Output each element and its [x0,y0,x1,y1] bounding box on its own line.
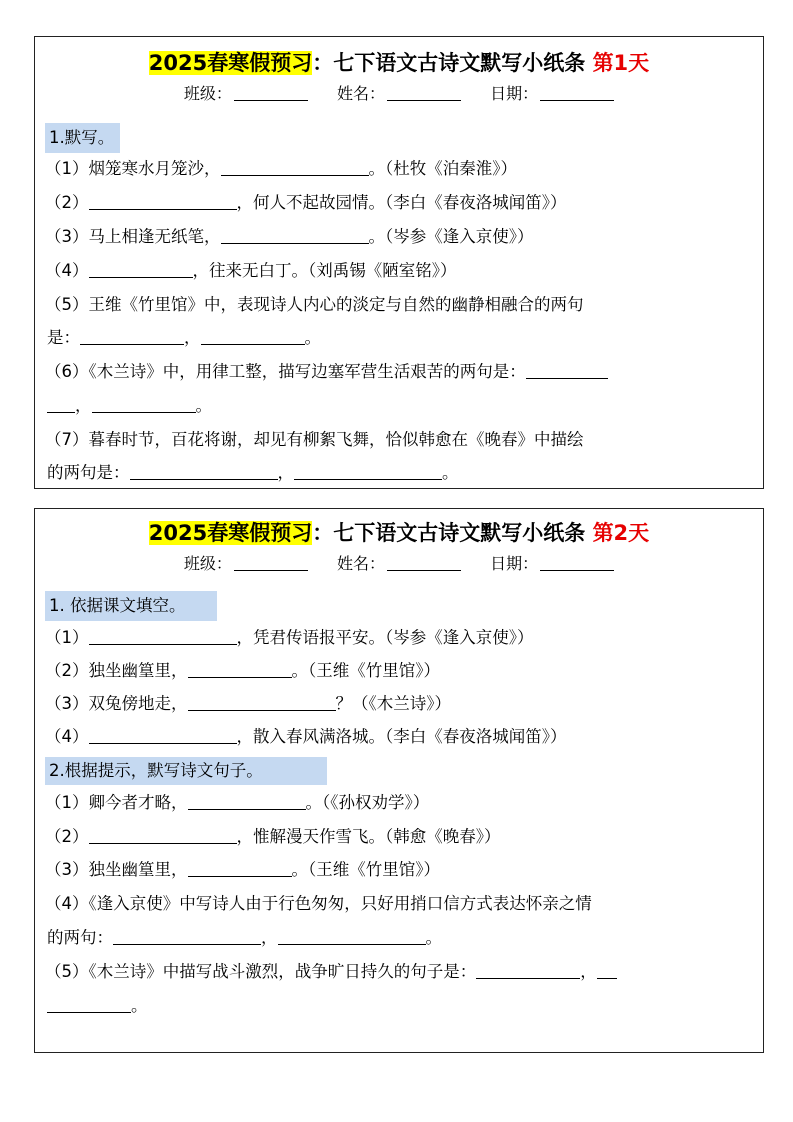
answer-blank[interactable] [89,827,237,844]
question-4 [45,260,751,282]
day1-card [34,36,764,489]
question-1 [45,158,751,180]
question-text: ？（《木兰诗》） [335,694,451,713]
date-blank[interactable] [540,84,614,101]
answer-blank[interactable] [188,860,292,877]
question-5-answer [47,327,751,349]
question-text: （3）独坐幽篁里， [45,860,188,879]
question-text: 是： [47,328,80,347]
question-text: 。 [131,996,148,1015]
title-text: ：七下语文古诗文默写小纸条 [312,521,586,545]
question-text: ， [261,928,278,947]
question-text: 。（杜牧《泊秦淮》） [368,159,517,178]
title-text: ：七下语文古诗文默写小纸条 [312,51,586,75]
section-heading [45,591,751,621]
class-label: 班级： [183,554,232,573]
title-highlight: 2025春寒假预习 [148,51,313,75]
s2-question-3 [45,859,751,881]
title-day: 第1天 [592,51,650,75]
date-label: 日期： [490,554,539,573]
question-text: ，往来无白丁。（刘禹锡《陋室铭》） [192,261,457,280]
question-text: （7）暮春时节，百花将谢，却见有柳絮飞舞，恰似韩愈在《晚春》中描绘 [45,430,584,449]
question-text: 。（岑参《逢入京使》） [368,227,534,246]
question-text: （6）《木兰诗》中，用律工整，描写边塞军营生活艰苦的两句是： [45,362,526,381]
s1-question-1 [45,627,751,649]
answer-blank[interactable] [188,661,292,678]
answer-blank[interactable] [294,463,442,480]
question-2 [45,192,751,214]
question-text: （2） [45,827,89,846]
s2-question-4-answer [47,927,751,949]
answer-blank[interactable] [188,694,336,711]
question-text: 的两句： [47,928,113,947]
question-text: 。（《孙权劝学》） [305,793,430,812]
answer-blank[interactable] [221,159,369,176]
answer-blank-continued[interactable] [47,396,75,413]
section-heading [45,757,751,785]
answer-blank[interactable] [597,962,617,979]
date-label: 日期： [490,84,539,103]
name-label: 姓名： [336,554,385,573]
s1-question-3 [45,693,751,715]
question-text: ，散入春风满洛城。（李白《春夜洛城闻笛》） [236,727,567,746]
question-text: （4）《逢入京使》中写诗人由于行色匆匆，只好用捎口信方式表达怀亲之情 [45,894,592,913]
question-3 [45,226,751,248]
s1-question-4 [45,726,751,748]
date-blank[interactable] [540,554,614,571]
question-text: （5）王维《竹里馆》中，表现诗人内心的淡定与自然的幽静相融合的两句 [45,295,584,314]
answer-blank[interactable] [80,328,184,345]
class-blank[interactable] [234,554,308,571]
question-7 [45,429,751,451]
question-text: ，惟解漫天作雪飞。（韩愈《晚春》） [236,827,501,846]
day1-title [35,49,763,77]
question-text: ，何人不起故园情。（李白《春夜洛城闻笛》） [236,193,567,212]
answer-blank[interactable] [278,928,426,945]
question-text: ， [580,962,597,981]
section-label: 1.默写。 [45,123,120,153]
day2-card [34,508,764,1053]
title-day: 第2天 [592,521,650,545]
answer-blank[interactable] [476,962,580,979]
answer-blank[interactable] [89,727,237,744]
question-text: ，凭君传语报平安。（岑参《逢入京使》） [236,628,534,647]
question-5 [45,294,751,316]
question-text: 。 [195,396,212,415]
s2-question-2 [45,826,751,848]
question-6 [45,361,751,383]
answer-blank[interactable] [113,928,261,945]
question-text: （1）卿今者才略， [45,793,188,812]
name-label: 姓名： [336,84,385,103]
s2-question-5 [45,961,751,983]
section-label: 2.根据提示，默写诗文句子。 [45,757,327,785]
name-blank[interactable] [387,84,461,101]
class-label: 班级： [183,84,232,103]
question-text: ， [277,463,294,482]
question-text: ， [184,328,201,347]
question-text: （5）《木兰诗》中描写战斗激烈，战争旷日持久的句子是： [45,962,477,981]
question-text: （4） [45,261,89,280]
answer-blank[interactable] [221,227,369,244]
question-text: （4） [45,727,89,746]
question-text: 。（王维《竹里馆》） [291,661,440,680]
s1-question-2 [45,660,751,682]
question-text: （2） [45,193,89,212]
answer-blank[interactable] [526,362,608,379]
question-text: （3）马上相逢无纸笔， [45,227,221,246]
question-text: 。 [304,328,321,347]
info-row [35,553,763,575]
answer-blank[interactable] [89,628,237,645]
answer-blank[interactable] [92,396,196,413]
question-text: 。（王维《竹里馆》） [291,860,440,879]
section-label: 1. 依据课文填空。 [45,591,217,621]
day2-title [35,519,763,547]
info-row [35,83,763,105]
question-text: （1）烟笼寒水月笼沙， [45,159,221,178]
question-7-answer [47,462,751,484]
s2-question-1 [45,792,751,814]
class-blank[interactable] [234,84,308,101]
question-6-answer [47,395,751,417]
question-text: （1） [45,628,89,647]
question-text: ， [75,396,92,415]
question-text: （3）双兔傍地走， [45,694,188,713]
answer-blank[interactable] [201,328,305,345]
s2-question-5-answer [47,995,751,1017]
answer-blank-continued[interactable] [47,996,131,1013]
question-text: （2）独坐幽篁里， [45,661,188,680]
answer-blank[interactable] [89,261,193,278]
s2-question-4 [45,893,751,915]
question-text: 。 [425,928,442,947]
answer-blank[interactable] [130,463,278,480]
name-blank[interactable] [387,554,461,571]
answer-blank[interactable] [89,193,237,210]
section-heading [45,123,751,153]
answer-blank[interactable] [188,793,306,810]
question-text: 的两句是： [47,463,130,482]
title-highlight: 2025春寒假预习 [148,521,313,545]
question-text: 。 [442,463,459,482]
